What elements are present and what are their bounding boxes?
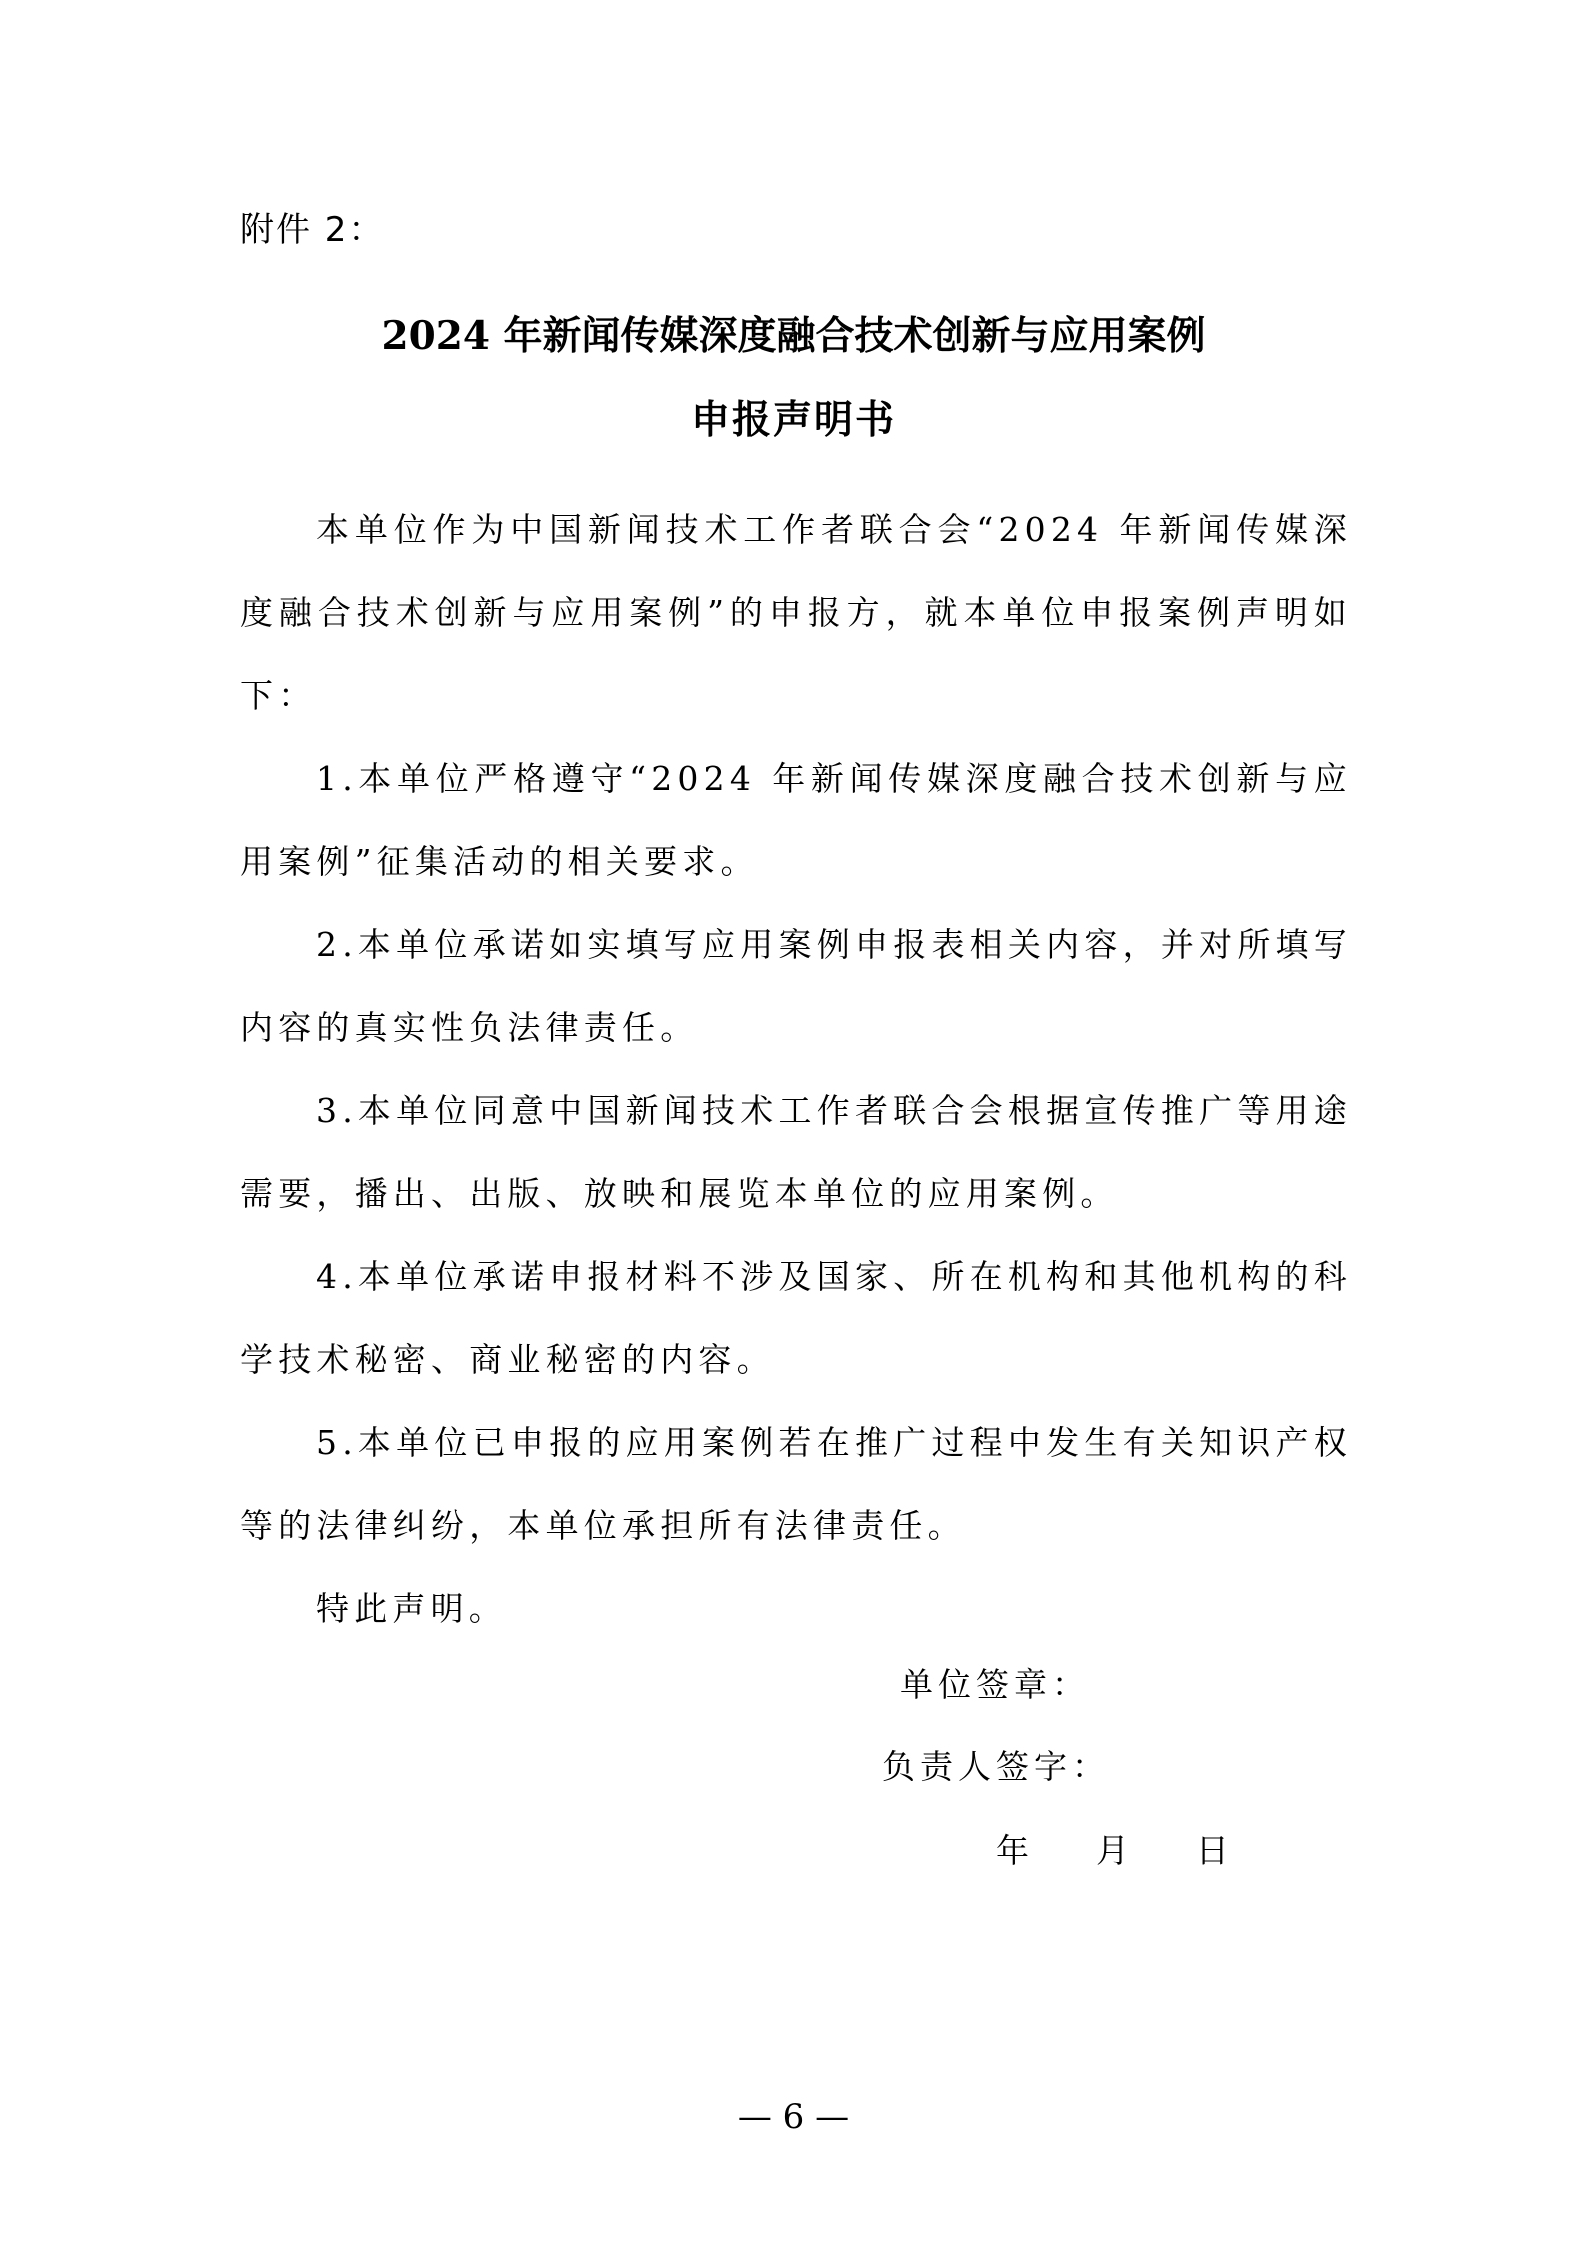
document-title: 2024 年新闻传媒深度融合技术创新与应用案例: [381, 313, 1206, 359]
clause-5: 5.本单位已申报的应用案例若在推广过程中发生有关知识产权等的法律纠纷，本单位承担所有法律责任。: [240, 1423, 1352, 1545]
declaration-body: [240, 488, 1352, 1650]
intro-paragraph: 本单位作为中国新闻技术工作者联合会“2024 年新闻传媒深度融合技术创新与应用案例”的申报方，就本单位申报案例声明如下：: [240, 510, 1352, 715]
clause-1: 1.本单位严格遵守“2024 年新闻传媒深度融合技术创新与应用案例”征集活动的相关要求。: [240, 759, 1352, 881]
responsible-signature-label: 负责人签字：: [882, 1747, 1110, 1786]
closing-statement: 特此声明。: [316, 1589, 507, 1628]
unit-seal-label: 单位签章：: [900, 1665, 1090, 1704]
page-number: — 6 —: [737, 2097, 850, 2137]
date-line: 年 月 日: [996, 1831, 1234, 1870]
clause-3: 3.本单位同意中国新闻技术工作者联合会根据宣传推广等用途需要，播出、出版、放映和展览本单位的应用案例。: [240, 1091, 1352, 1213]
clause-4: 4.本单位承诺申报材料不涉及国家、所在机构和其他机构的科学技术秘密、商业秘密的内容。: [240, 1257, 1352, 1379]
clause-2: 2.本单位承诺如实填写应用案例申报表相关内容，并对所填写内容的真实性负法律责任。: [240, 925, 1352, 1047]
document-subtitle: 申报声明书: [690, 397, 896, 443]
attachment-label: 附件 2：: [240, 210, 385, 250]
